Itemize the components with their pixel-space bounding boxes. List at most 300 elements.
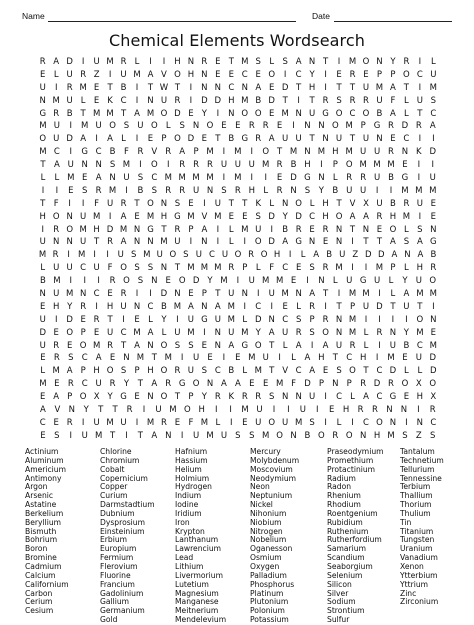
grid-letter[interactable]: U xyxy=(362,134,370,145)
grid-letter[interactable]: M xyxy=(241,405,249,416)
grid-letter[interactable]: L xyxy=(282,340,288,351)
grid-letter[interactable]: U xyxy=(415,276,422,287)
grid-letter[interactable]: L xyxy=(404,263,409,274)
grid-letter[interactable]: I xyxy=(69,147,73,158)
grid-letter[interactable]: A xyxy=(322,340,329,351)
grid-letter[interactable]: P xyxy=(80,366,86,377)
grid-letter[interactable]: E xyxy=(68,185,74,196)
grid-letter[interactable]: D xyxy=(373,379,381,390)
grid-letter[interactable]: T xyxy=(80,108,86,119)
grid-letter[interactable]: M xyxy=(178,173,186,184)
grid-letter[interactable]: T xyxy=(107,82,113,93)
grid-letter[interactable]: M xyxy=(317,147,326,158)
grid-letter[interactable]: N xyxy=(335,224,343,235)
grid-letter[interactable]: N xyxy=(401,147,409,158)
grid-letter[interactable]: L xyxy=(40,173,46,184)
grid-letter[interactable]: N xyxy=(151,276,158,287)
grid-letter[interactable]: U xyxy=(53,121,60,132)
grid-letter[interactable]: C xyxy=(120,327,127,338)
grid-letter[interactable]: U xyxy=(66,263,73,274)
grid-letter[interactable]: U xyxy=(214,198,221,209)
grid-letter[interactable]: N xyxy=(241,289,248,300)
grid-letter[interactable]: K xyxy=(107,95,113,106)
grid-letter[interactable]: M xyxy=(200,263,209,274)
grid-letter[interactable]: I xyxy=(229,405,232,416)
grid-letter[interactable]: O xyxy=(160,366,168,377)
grid-letter[interactable]: K xyxy=(255,198,262,209)
grid-letter[interactable]: H xyxy=(174,57,181,67)
grid-letter[interactable]: M xyxy=(429,82,437,93)
grid-letter[interactable]: S xyxy=(255,57,261,67)
grid-letter[interactable]: F xyxy=(188,417,194,428)
grid-letter[interactable]: N xyxy=(201,69,208,80)
grid-letter[interactable]: D xyxy=(376,301,383,312)
grid-letter[interactable]: I xyxy=(166,160,170,171)
grid-letter[interactable]: T xyxy=(109,430,116,441)
grid-letter[interactable]: S xyxy=(174,198,181,209)
grid-letter[interactable]: I xyxy=(54,314,58,325)
grid-letter[interactable]: D xyxy=(290,173,297,184)
grid-letter[interactable]: H xyxy=(187,69,195,80)
grid-letter[interactable]: R xyxy=(95,185,102,196)
grid-letter[interactable]: I xyxy=(270,301,273,312)
grid-letter[interactable]: H xyxy=(304,160,311,171)
grid-letter[interactable]: S xyxy=(188,340,194,351)
grid-letter[interactable]: M xyxy=(119,224,128,235)
grid-letter[interactable]: Y xyxy=(201,392,207,403)
grid-letter[interactable]: S xyxy=(120,366,127,377)
grid-letter[interactable]: I xyxy=(135,417,139,428)
grid-letter[interactable]: A xyxy=(151,379,158,390)
grid-letter[interactable]: A xyxy=(134,108,140,119)
grid-letter[interactable]: R xyxy=(179,160,186,171)
grid-letter[interactable]: A xyxy=(309,289,316,300)
grid-letter[interactable]: M xyxy=(234,173,242,184)
grid-letter[interactable]: E xyxy=(221,121,227,132)
grid-letter[interactable]: U xyxy=(53,134,60,145)
grid-letter[interactable]: N xyxy=(335,327,343,338)
grid-letter[interactable]: O xyxy=(192,379,200,390)
grid-letter[interactable]: Z xyxy=(352,250,359,261)
grid-letter[interactable]: H xyxy=(416,392,424,403)
grid-letter[interactable]: M xyxy=(206,173,214,184)
grid-letter[interactable]: E xyxy=(322,237,329,248)
grid-letter[interactable]: E xyxy=(40,301,46,312)
grid-letter[interactable]: M xyxy=(146,417,155,428)
grid-letter[interactable]: N xyxy=(322,134,329,145)
grid-letter[interactable]: I xyxy=(81,198,85,209)
grid-letter[interactable]: M xyxy=(227,301,235,312)
grid-letter[interactable]: N xyxy=(201,301,208,312)
grid-letter[interactable]: R xyxy=(193,160,200,171)
grid-letter[interactable]: H xyxy=(416,263,424,274)
grid-letter[interactable]: E xyxy=(263,379,269,390)
grid-letter[interactable]: U xyxy=(416,95,423,106)
grid-letter[interactable]: Y xyxy=(402,276,408,287)
grid-letter[interactable]: T xyxy=(228,57,234,67)
grid-letter[interactable]: R xyxy=(376,211,383,222)
grid-letter[interactable]: U xyxy=(39,340,46,351)
grid-letter[interactable]: I xyxy=(54,82,58,93)
grid-letter[interactable]: O xyxy=(66,224,74,235)
grid-letter[interactable]: I xyxy=(378,314,381,325)
grid-letter[interactable]: L xyxy=(296,301,302,312)
grid-letter[interactable]: E xyxy=(93,95,100,106)
grid-letter[interactable]: T xyxy=(107,314,113,325)
grid-letter[interactable]: R xyxy=(332,430,339,441)
grid-letter[interactable]: C xyxy=(95,147,102,158)
grid-letter[interactable]: M xyxy=(429,340,437,351)
grid-letter[interactable]: I xyxy=(431,160,435,171)
grid-letter[interactable]: T xyxy=(242,198,248,209)
grid-letter[interactable]: U xyxy=(39,82,46,93)
grid-letter[interactable]: I xyxy=(351,237,354,248)
grid-letter[interactable]: I xyxy=(375,185,379,196)
grid-letter[interactable]: Z xyxy=(415,430,422,441)
grid-letter[interactable]: E xyxy=(269,108,275,119)
grid-letter[interactable]: S xyxy=(137,276,144,287)
grid-letter[interactable]: I xyxy=(108,69,112,80)
grid-letter[interactable]: I xyxy=(135,134,139,145)
grid-letter[interactable]: T xyxy=(269,366,275,377)
grid-letter[interactable]: R xyxy=(67,379,74,390)
grid-letter[interactable]: R xyxy=(388,121,394,132)
grid-letter[interactable]: E xyxy=(93,327,100,338)
grid-letter[interactable]: F xyxy=(124,147,129,158)
grid-letter[interactable]: X xyxy=(430,392,437,403)
grid-letter[interactable]: G xyxy=(359,276,367,287)
grid-letter[interactable]: N xyxy=(386,405,393,416)
grid-letter[interactable]: U xyxy=(373,276,381,287)
grid-letter[interactable]: I xyxy=(243,237,247,248)
grid-letter[interactable]: U xyxy=(373,147,381,158)
grid-letter[interactable]: N xyxy=(201,82,208,93)
grid-letter[interactable]: U xyxy=(282,134,289,145)
grid-letter[interactable]: L xyxy=(228,237,234,248)
grid-letter[interactable]: B xyxy=(290,160,297,171)
grid-letter[interactable]: U xyxy=(106,327,114,338)
grid-letter[interactable]: C xyxy=(147,301,154,312)
grid-letter[interactable]: U xyxy=(299,405,306,416)
grid-letter[interactable]: E xyxy=(390,134,396,145)
grid-letter[interactable]: F xyxy=(269,263,275,274)
grid-letter[interactable]: O xyxy=(52,211,60,222)
grid-letter[interactable]: R xyxy=(295,224,302,235)
grid-letter[interactable]: O xyxy=(268,417,276,428)
grid-letter[interactable]: O xyxy=(234,250,242,261)
grid-letter[interactable]: M xyxy=(38,250,47,261)
grid-letter[interactable]: P xyxy=(349,301,356,312)
grid-letter[interactable]: C xyxy=(151,173,158,184)
grid-letter[interactable]: O xyxy=(150,121,158,132)
grid-letter[interactable]: W xyxy=(159,82,169,93)
grid-letter[interactable]: M xyxy=(169,405,177,416)
grid-letter[interactable]: O xyxy=(174,134,181,145)
grid-letter[interactable]: N xyxy=(404,250,411,261)
grid-letter[interactable]: S xyxy=(403,237,410,248)
grid-letter[interactable]: M xyxy=(77,250,86,261)
grid-letter[interactable]: S xyxy=(82,185,88,196)
grid-letter[interactable]: Y xyxy=(107,392,113,403)
grid-letter[interactable]: U xyxy=(156,250,163,261)
grid-letter[interactable]: R xyxy=(207,160,213,171)
grid-letter[interactable]: H xyxy=(359,353,367,364)
grid-letter[interactable]: A xyxy=(255,82,262,93)
grid-letter[interactable]: L xyxy=(255,263,261,274)
grid-letter[interactable]: A xyxy=(403,289,410,300)
grid-letter[interactable]: S xyxy=(201,366,208,377)
grid-letter[interactable]: I xyxy=(106,250,109,261)
grid-letter[interactable]: M xyxy=(416,289,424,300)
grid-letter[interactable]: T xyxy=(269,340,275,351)
grid-letter[interactable]: U xyxy=(123,173,130,184)
grid-letter[interactable]: M xyxy=(275,276,284,287)
grid-letter[interactable]: U xyxy=(376,95,383,106)
grid-letter[interactable]: M xyxy=(39,147,47,158)
grid-letter[interactable]: A xyxy=(53,160,60,171)
grid-letter[interactable]: H xyxy=(322,198,329,209)
grid-letter[interactable]: U xyxy=(295,134,302,145)
grid-letter[interactable]: M xyxy=(206,430,214,441)
grid-letter[interactable]: C xyxy=(282,263,289,274)
grid-letter[interactable]: T xyxy=(120,108,127,119)
grid-letter[interactable]: I xyxy=(417,405,420,416)
grid-letter[interactable]: I xyxy=(97,276,100,287)
grid-letter[interactable]: M xyxy=(373,160,381,171)
grid-letter[interactable]: O xyxy=(123,276,130,287)
grid-letter[interactable]: U xyxy=(187,314,194,325)
grid-letter[interactable]: M xyxy=(160,237,168,248)
grid-letter[interactable]: S xyxy=(269,392,275,403)
grid-letter[interactable]: R xyxy=(39,57,46,67)
grid-letter[interactable]: I xyxy=(351,417,354,428)
grid-letter[interactable]: B xyxy=(390,198,396,209)
grid-letter[interactable]: E xyxy=(282,301,288,312)
grid-letter[interactable]: I xyxy=(189,95,193,106)
grid-letter[interactable]: R xyxy=(53,108,60,119)
grid-letter[interactable]: N xyxy=(389,417,397,428)
grid-letter[interactable]: T xyxy=(174,263,181,274)
grid-letter[interactable]: O xyxy=(268,69,276,80)
grid-letter[interactable]: N xyxy=(281,392,289,403)
grid-letter[interactable]: Y xyxy=(123,379,130,390)
grid-letter[interactable]: U xyxy=(214,314,221,325)
grid-letter[interactable]: U xyxy=(120,301,127,312)
grid-letter[interactable]: I xyxy=(243,301,247,312)
grid-letter[interactable]: N xyxy=(335,237,343,248)
grid-letter[interactable]: H xyxy=(322,211,329,222)
grid-letter[interactable]: E xyxy=(40,392,46,403)
grid-letter[interactable]: R xyxy=(430,263,437,274)
grid-letter[interactable]: U xyxy=(39,237,46,248)
grid-letter[interactable]: L xyxy=(404,95,409,106)
grid-letter[interactable]: Y xyxy=(390,57,396,67)
grid-letter[interactable]: O xyxy=(416,314,424,325)
grid-letter[interactable]: L xyxy=(332,173,338,184)
grid-letter[interactable]: X xyxy=(93,392,100,403)
grid-letter[interactable]: N xyxy=(318,173,325,184)
grid-letter[interactable]: O xyxy=(79,340,87,351)
grid-letter[interactable]: S xyxy=(221,185,227,196)
grid-letter[interactable]: I xyxy=(81,417,85,428)
grid-letter[interactable]: U xyxy=(120,69,127,80)
grid-letter[interactable]: P xyxy=(161,134,167,145)
grid-letter[interactable]: I xyxy=(283,69,287,80)
grid-letter[interactable]: I xyxy=(81,57,85,67)
grid-letter[interactable]: U xyxy=(376,198,383,209)
grid-letter[interactable]: R xyxy=(120,289,127,300)
grid-letter[interactable]: U xyxy=(335,340,343,351)
grid-letter[interactable]: E xyxy=(134,314,140,325)
grid-letter[interactable]: N xyxy=(318,276,325,287)
grid-letter[interactable]: N xyxy=(133,301,141,312)
grid-letter[interactable]: U xyxy=(256,405,263,416)
grid-letter[interactable]: H xyxy=(389,211,397,222)
grid-letter[interactable]: M xyxy=(362,289,370,300)
grid-letter[interactable]: R xyxy=(109,276,116,287)
grid-letter[interactable]: S xyxy=(336,95,342,106)
grid-letter[interactable]: U xyxy=(248,160,255,171)
grid-letter[interactable]: H xyxy=(273,250,281,261)
grid-letter[interactable]: N xyxy=(81,160,88,171)
grid-letter[interactable]: U xyxy=(282,417,289,428)
grid-letter[interactable]: R xyxy=(322,314,329,325)
grid-letter[interactable]: B xyxy=(228,134,235,145)
grid-letter[interactable]: O xyxy=(335,108,343,119)
grid-letter[interactable]: E xyxy=(188,198,194,209)
grid-letter[interactable]: S xyxy=(151,185,158,196)
grid-letter[interactable]: K xyxy=(228,392,235,403)
grid-letter[interactable]: O xyxy=(429,379,437,390)
grid-letter[interactable]: O xyxy=(160,108,168,119)
grid-letter[interactable]: R xyxy=(357,405,364,416)
grid-letter[interactable]: M xyxy=(192,173,200,184)
grid-letter[interactable]: A xyxy=(363,392,369,403)
grid-letter[interactable]: B xyxy=(120,82,127,93)
grid-letter[interactable]: I xyxy=(278,353,281,364)
grid-letter[interactable]: M xyxy=(133,327,141,338)
grid-letter[interactable]: O xyxy=(331,121,339,132)
grid-letter[interactable]: D xyxy=(365,250,372,261)
grid-letter[interactable]: D xyxy=(281,82,289,93)
grid-letter[interactable]: M xyxy=(294,417,303,428)
grid-letter[interactable]: L xyxy=(161,327,167,338)
grid-letter[interactable]: D xyxy=(268,95,275,106)
grid-letter[interactable]: N xyxy=(389,327,397,338)
grid-letter[interactable]: A xyxy=(390,237,396,248)
grid-letter[interactable]: H xyxy=(39,211,46,222)
grid-letter[interactable]: F xyxy=(390,95,396,106)
grid-letter[interactable]: S xyxy=(282,57,288,67)
grid-letter[interactable]: N xyxy=(241,82,248,93)
grid-letter[interactable]: U xyxy=(362,82,370,93)
grid-letter[interactable]: E xyxy=(402,160,408,171)
grid-letter[interactable]: C xyxy=(81,353,88,364)
grid-letter[interactable]: U xyxy=(95,379,102,390)
grid-letter[interactable]: B xyxy=(403,340,410,351)
grid-letter[interactable]: I xyxy=(216,108,220,119)
grid-letter[interactable]: M xyxy=(94,430,103,441)
grid-letter[interactable]: O xyxy=(403,69,410,80)
grid-letter[interactable]: S xyxy=(137,173,144,184)
grid-letter[interactable]: I xyxy=(364,314,368,325)
grid-letter[interactable]: P xyxy=(193,147,199,158)
grid-letter[interactable]: L xyxy=(40,263,46,274)
grid-letter[interactable]: N xyxy=(430,224,437,235)
grid-letter[interactable]: I xyxy=(306,276,309,287)
grid-letter[interactable]: P xyxy=(360,121,366,132)
grid-letter[interactable]: D xyxy=(295,211,302,222)
grid-letter[interactable]: E xyxy=(235,121,241,132)
grid-letter[interactable]: Y xyxy=(83,405,89,416)
grid-letter[interactable]: H xyxy=(198,405,205,416)
grid-letter[interactable]: A xyxy=(179,147,186,158)
grid-letter[interactable]: S xyxy=(183,250,189,261)
grid-letter[interactable]: O xyxy=(318,430,325,441)
grid-letter[interactable]: O xyxy=(241,108,249,119)
grid-letter[interactable]: A xyxy=(120,211,127,222)
grid-letter[interactable]: M xyxy=(375,263,384,274)
grid-letter[interactable]: M xyxy=(187,211,195,222)
grid-letter[interactable]: S xyxy=(255,211,261,222)
grid-letter[interactable]: I xyxy=(203,327,206,338)
grid-letter[interactable]: G xyxy=(241,134,249,145)
grid-letter[interactable]: U xyxy=(248,276,255,287)
grid-letter[interactable]: C xyxy=(93,289,100,300)
grid-letter[interactable]: N xyxy=(268,314,275,325)
grid-letter[interactable]: R xyxy=(107,237,114,248)
grid-letter[interactable]: M xyxy=(281,108,289,119)
grid-letter[interactable]: R xyxy=(295,327,302,338)
grid-letter[interactable]: M xyxy=(281,289,289,300)
grid-letter[interactable]: I xyxy=(68,198,71,209)
grid-letter[interactable]: H xyxy=(248,185,255,196)
grid-letter[interactable]: E xyxy=(134,211,140,222)
grid-letter[interactable]: D xyxy=(66,314,73,325)
grid-letter[interactable]: E xyxy=(228,211,234,222)
grid-letter[interactable]: I xyxy=(122,314,125,325)
grid-letter[interactable]: C xyxy=(295,69,302,80)
grid-letter[interactable]: T xyxy=(336,198,342,209)
grid-letter[interactable]: S xyxy=(417,224,423,235)
grid-letter[interactable]: M xyxy=(289,147,298,158)
grid-letter[interactable]: V xyxy=(282,366,289,377)
grid-letter[interactable]: N xyxy=(290,185,297,196)
grid-letter[interactable]: L xyxy=(228,224,234,235)
grid-letter[interactable]: N xyxy=(304,147,311,158)
grid-letter[interactable]: I xyxy=(83,276,86,287)
grid-letter[interactable]: M xyxy=(39,121,47,132)
grid-letter[interactable]: E xyxy=(201,340,208,351)
grid-letter[interactable]: R xyxy=(403,57,410,67)
grid-letter[interactable]: P xyxy=(201,289,207,300)
grid-letter[interactable]: N xyxy=(430,314,437,325)
grid-letter[interactable]: G xyxy=(201,314,208,325)
grid-letter[interactable]: H xyxy=(342,405,350,416)
grid-letter[interactable]: M xyxy=(387,353,395,364)
grid-letter[interactable]: M xyxy=(262,430,270,441)
grid-letter[interactable]: P xyxy=(309,314,315,325)
grid-letter[interactable]: M xyxy=(79,224,87,235)
grid-letter[interactable]: H xyxy=(160,211,168,222)
grid-letter[interactable]: I xyxy=(418,82,422,93)
grid-letter[interactable]: N xyxy=(165,430,172,441)
grid-letter[interactable]: D xyxy=(201,95,208,106)
grid-letter[interactable]: P xyxy=(318,379,324,390)
grid-letter[interactable]: Y xyxy=(309,69,315,80)
grid-letter[interactable]: N xyxy=(133,237,141,248)
grid-letter[interactable]: B xyxy=(255,95,262,106)
